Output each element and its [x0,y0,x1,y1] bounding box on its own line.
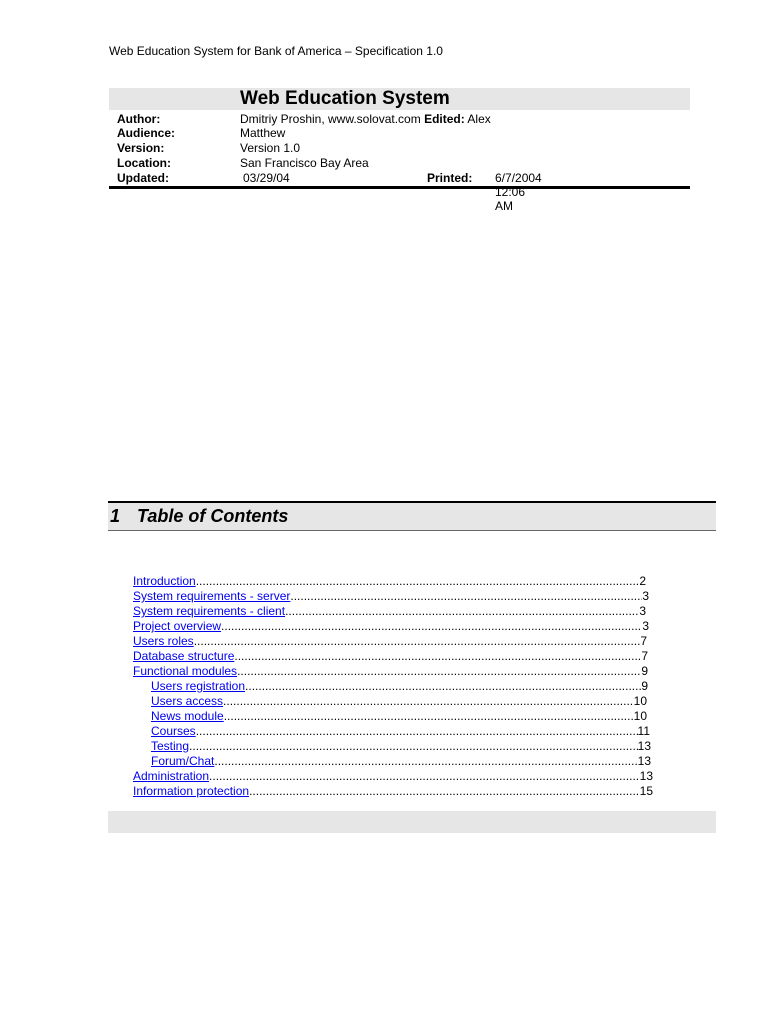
toc-item-courses[interactable] [151,724,650,739]
toc-link[interactable]: Courses [151,724,196,738]
toc-page: 3 [639,604,646,618]
printed-value: 6/7/2004 12:06 AM [495,171,542,213]
document-meta-block [109,88,690,213]
toc-page: 10 [633,709,647,723]
toc-link[interactable]: Forum/Chat [151,754,215,768]
toc-page: 11 [637,724,650,738]
toc-page: 3 [642,619,649,633]
toc-page: 2 [639,574,646,588]
toc-item-information-protection[interactable] [133,784,653,799]
toc-item-introduction[interactable] [133,574,646,589]
document-title: Web Education System [240,88,450,109]
audience-value: Matthew [240,126,286,140]
toc-item-administration[interactable] [133,769,653,784]
version-value: Version 1.0 [240,141,301,155]
author-name: Dmitriy Proshin, www.solovat.com [240,112,421,126]
toc-link[interactable]: Information protection [133,784,250,798]
location-label: Location: [117,156,171,170]
updated-value: 03/29/04 [243,171,290,185]
toc-link[interactable]: System requirements - client [133,604,286,618]
footer-band [108,811,716,833]
toc-item-users-registration[interactable] [151,679,648,694]
toc-link[interactable]: System requirements - server [133,589,291,603]
author-label: Author: [117,112,161,126]
toc-page: 13 [637,754,651,768]
toc-link[interactable]: Database structure [133,649,235,663]
toc-link[interactable]: Introduction [133,574,196,588]
toc-heading [108,501,716,531]
toc-item-functional-modules[interactable] [133,664,648,679]
toc-link[interactable]: Functional modules [133,664,238,678]
toc-link[interactable]: Users access [151,694,224,708]
toc-item-users-access[interactable] [151,694,647,709]
toc-link[interactable]: Users roles [133,634,194,648]
toc-page: 9 [641,679,648,693]
toc-page: 13 [637,739,651,753]
version-label: Version: [117,141,165,155]
toc-link[interactable]: Administration [133,769,210,783]
edited-value: Alex [467,112,491,126]
toc-item-system-requirements-client[interactable] [133,604,646,619]
toc-page: 13 [639,769,653,783]
toc-link[interactable]: News module [151,709,224,723]
toc-page: 7 [640,634,647,648]
printed-label: Printed: [427,171,473,185]
toc-item-system-requirements-server[interactable] [133,589,649,604]
toc-item-users-roles[interactable] [133,634,647,649]
toc-item-database-structure[interactable] [133,649,648,664]
location-value: San Francisco Bay Area [240,156,369,170]
toc-link[interactable]: Testing [151,739,190,753]
toc-link[interactable]: Users registration [151,679,246,693]
toc-page: 10 [633,694,647,708]
toc-item-testing[interactable] [151,739,651,754]
toc-page: 9 [641,664,648,678]
audience-label: Audience: [117,126,176,140]
updated-label: Updated: [117,171,169,185]
toc-item-project-overview[interactable] [133,619,649,634]
toc-page: 3 [642,589,649,603]
toc-page: 15 [639,784,653,798]
toc-link[interactable]: Project overview [133,619,222,633]
toc-page: 7 [641,649,648,663]
running-header: Web Education System for Bank of America – Specification 1.0 [109,44,443,58]
toc-heading-number: 1 [110,506,121,526]
edited-label: Edited: [424,112,465,126]
toc-heading-title: Table of Contents [137,506,289,526]
toc-item-forum-chat[interactable] [151,754,651,769]
author-value [240,112,491,126]
toc-item-news-module[interactable] [151,709,647,724]
